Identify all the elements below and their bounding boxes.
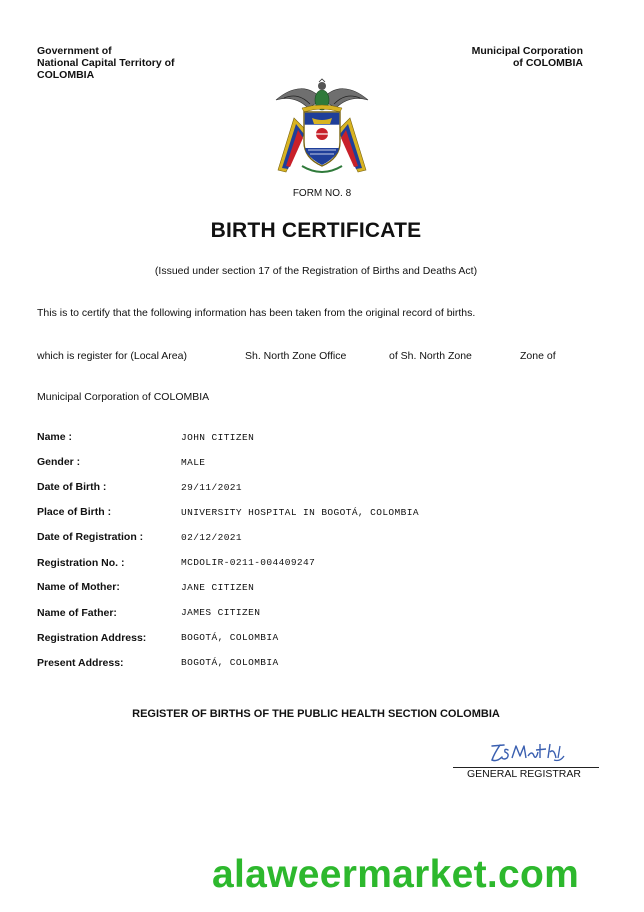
registration-address-label: Registration Address:: [37, 632, 147, 644]
document-title: BIRTH CERTIFICATE: [210, 219, 422, 242]
header-left-line-2: National Capital Territory of: [37, 57, 175, 69]
present-address-label: Present Address:: [37, 657, 124, 669]
form-number: FORM NO. 8: [292, 188, 352, 199]
header-left-line-1: Government of: [37, 45, 112, 57]
place-of-birth-value: UNIVERSITY HOSPITAL IN BOGOTÁ, COLOMBIA: [181, 507, 419, 518]
register-line-office: Sh. North Zone Office: [245, 350, 347, 362]
date-of-registration-label: Date of Registration :: [37, 531, 144, 543]
register-line-zone-of: Zone of: [520, 350, 556, 362]
certify-statement: This is to certify that the following information has been taken from the original record of births.: [37, 307, 476, 319]
name-of-mother-label: Name of Mother:: [37, 581, 120, 593]
general-registrar-label: GENERAL REGISTRAR: [467, 768, 581, 780]
name-of-father-label: Name of Father:: [37, 607, 117, 619]
name-of-mother-value: JANE CITIZEN: [181, 582, 255, 593]
header-right-line-1: Municipal Corporation: [471, 45, 583, 57]
gender-value: MALE: [181, 457, 206, 468]
name-value: JOHN CITIZEN: [181, 432, 255, 443]
name-label: Name :: [37, 431, 73, 443]
registration-number-value: MCDOLIR-0211-004409247: [181, 557, 316, 568]
date-of-birth-label: Date of Birth :: [37, 481, 107, 493]
header-left-line-3: COLOMBIA: [37, 69, 95, 81]
issued-under-text: (Issued under section 17 of the Registration of Births and Deaths Act): [154, 265, 478, 277]
issuing-government: [37, 45, 175, 81]
signature-icon: [488, 738, 568, 766]
gender-label: Gender :: [37, 456, 81, 468]
colombia-coat-of-arms-icon: [272, 78, 372, 182]
register-footer-heading: REGISTER OF BIRTHS OF THE PUBLIC HEALTH SECTION COLOMBIA: [132, 708, 500, 720]
place-of-birth-label: Place of Birth :: [37, 506, 112, 518]
municipal-corporation-line: Municipal Corporation of COLOMBIA: [37, 391, 210, 403]
header-right-line-2: of COLOMBIA: [513, 57, 583, 69]
name-of-father-value: JAMES CITIZEN: [181, 607, 261, 618]
date-of-registration-value: 02/12/2021: [181, 532, 243, 543]
date-of-birth-value: 29/11/2021: [181, 482, 243, 493]
present-address-value: BOGOTÁ, COLOMBIA: [181, 657, 279, 668]
watermark-text: alaweermarket.com: [212, 853, 580, 896]
registration-number-label: Registration No. :: [37, 557, 125, 569]
issuing-corporation: [472, 45, 583, 69]
registration-address-value: BOGOTÁ, COLOMBIA: [181, 632, 279, 643]
register-line-local-area: which is register for (Local Area): [37, 350, 187, 362]
register-line-zone: of Sh. North Zone: [389, 350, 472, 362]
